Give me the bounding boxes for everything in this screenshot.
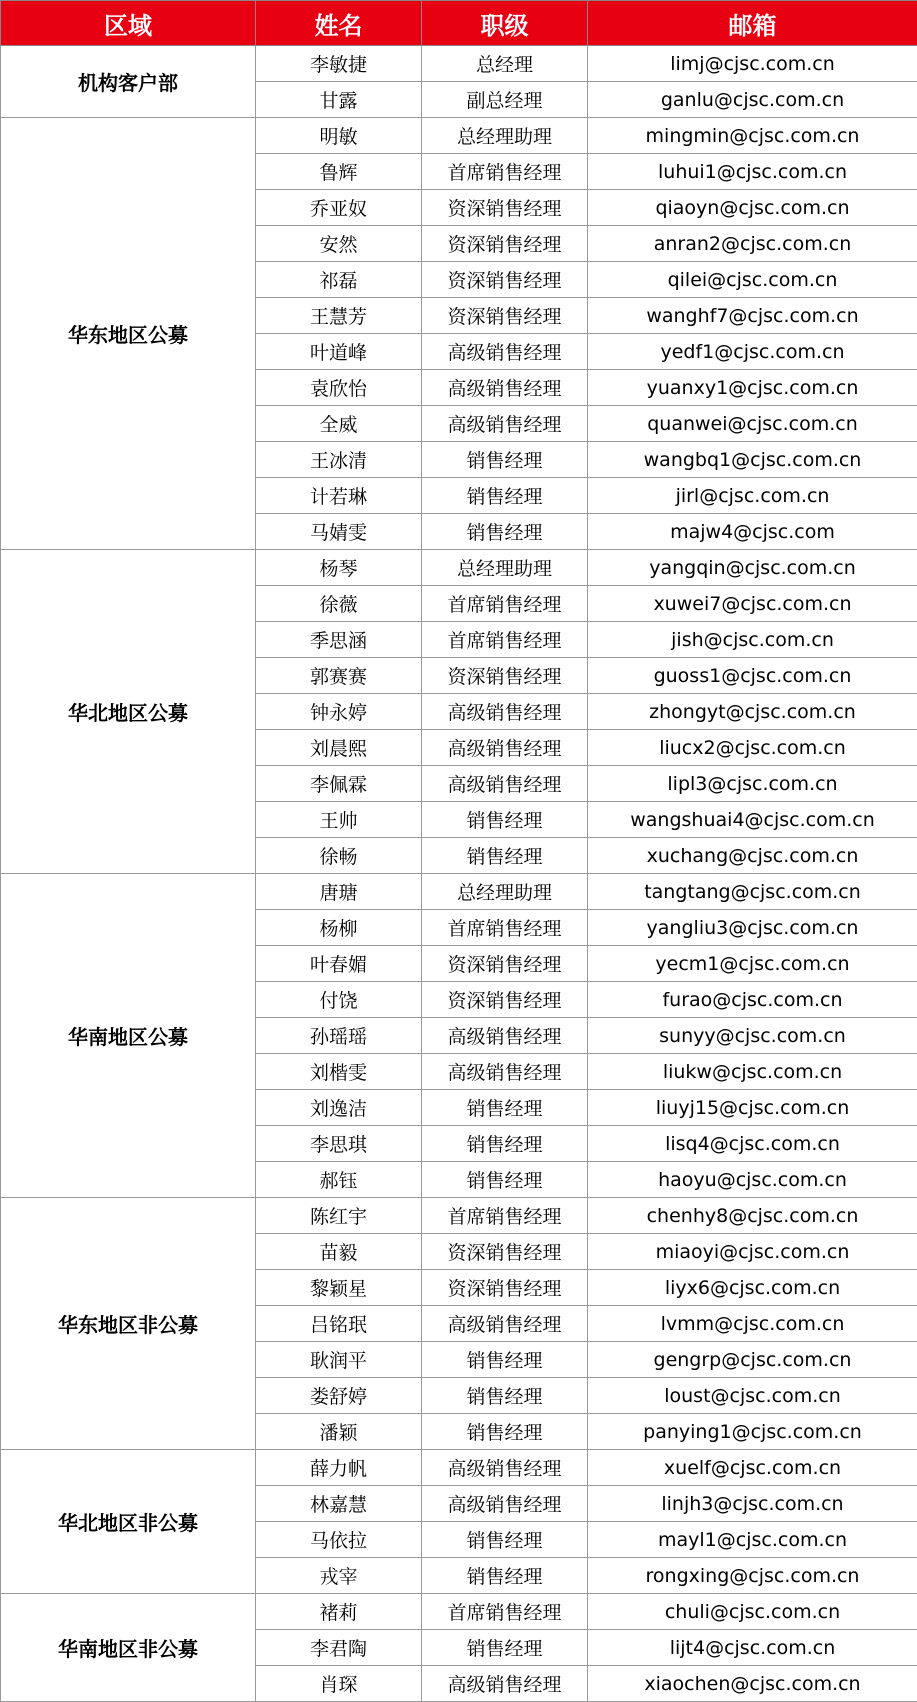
email-cell[interactable]: quanwei@cjsc.com.cn xyxy=(588,406,917,442)
email-cell[interactable]: zhongyt@cjsc.com.cn xyxy=(588,694,917,730)
email-cell[interactable]: mayl1@cjsc.com.cn xyxy=(588,1522,917,1558)
email-cell[interactable]: wangbq1@cjsc.com.cn xyxy=(588,442,917,478)
title-cell: 首席销售经理 xyxy=(422,1594,588,1630)
name-cell: 叶道峰 xyxy=(256,334,422,370)
table-row xyxy=(1,1198,917,1234)
email-cell[interactable]: haoyu@cjsc.com.cn xyxy=(588,1162,917,1198)
email-cell[interactable]: miaoyi@cjsc.com.cn xyxy=(588,1234,917,1270)
title-cell: 首席销售经理 xyxy=(422,1198,588,1234)
email-cell[interactable]: lvmm@cjsc.com.cn xyxy=(588,1306,917,1342)
title-cell: 销售经理 xyxy=(422,478,588,514)
table-body xyxy=(1,46,917,1702)
region-cell: 华北地区非公募 xyxy=(1,1450,256,1594)
name-cell: 王帅 xyxy=(256,802,422,838)
email-cell[interactable]: sunyy@cjsc.com.cn xyxy=(588,1018,917,1054)
email-cell[interactable]: gengrp@cjsc.com.cn xyxy=(588,1342,917,1378)
name-cell: 李君陶 xyxy=(256,1630,422,1666)
name-cell: 祁磊 xyxy=(256,262,422,298)
email-cell[interactable]: lijt4@cjsc.com.cn xyxy=(588,1630,917,1666)
name-cell: 郭赛赛 xyxy=(256,658,422,694)
title-cell: 销售经理 xyxy=(422,1162,588,1198)
title-cell: 首席销售经理 xyxy=(422,622,588,658)
name-cell: 潘颖 xyxy=(256,1414,422,1450)
region-cell: 机构客户部 xyxy=(1,46,256,118)
name-cell: 叶春媚 xyxy=(256,946,422,982)
name-cell: 肖琛 xyxy=(256,1666,422,1702)
title-cell: 高级销售经理 xyxy=(422,766,588,802)
title-cell: 高级销售经理 xyxy=(422,406,588,442)
name-cell: 戎宰 xyxy=(256,1558,422,1594)
name-cell: 吕铭珉 xyxy=(256,1306,422,1342)
email-cell[interactable]: furao@cjsc.com.cn xyxy=(588,982,917,1018)
title-cell: 销售经理 xyxy=(422,1342,588,1378)
name-cell: 褚莉 xyxy=(256,1594,422,1630)
table-row xyxy=(1,1450,917,1486)
title-cell: 高级销售经理 xyxy=(422,1018,588,1054)
name-cell: 安然 xyxy=(256,226,422,262)
table-row xyxy=(1,874,917,910)
email-cell[interactable]: xuwei7@cjsc.com.cn xyxy=(588,586,917,622)
name-cell: 计若琳 xyxy=(256,478,422,514)
header-name: 姓名 xyxy=(256,1,422,46)
email-cell[interactable]: yecm1@cjsc.com.cn xyxy=(588,946,917,982)
title-cell: 资深销售经理 xyxy=(422,658,588,694)
title-cell: 销售经理 xyxy=(422,514,588,550)
name-cell: 薛力帆 xyxy=(256,1450,422,1486)
email-cell[interactable]: wangshuai4@cjsc.com.cn xyxy=(588,802,917,838)
name-cell: 王冰清 xyxy=(256,442,422,478)
name-cell: 明敏 xyxy=(256,118,422,154)
name-cell: 李佩霖 xyxy=(256,766,422,802)
email-cell[interactable]: liuyj15@cjsc.com.cn xyxy=(588,1090,917,1126)
email-cell[interactable]: loust@cjsc.com.cn xyxy=(588,1378,917,1414)
name-cell: 钟永婷 xyxy=(256,694,422,730)
region-cell: 华东地区非公募 xyxy=(1,1198,256,1450)
name-cell: 苗毅 xyxy=(256,1234,422,1270)
title-cell: 副总经理 xyxy=(422,82,588,118)
name-cell: 全威 xyxy=(256,406,422,442)
name-cell: 刘逸洁 xyxy=(256,1090,422,1126)
email-cell[interactable]: mingmin@cjsc.com.cn xyxy=(588,118,917,154)
title-cell: 高级销售经理 xyxy=(422,1306,588,1342)
name-cell: 孙瑶瑶 xyxy=(256,1018,422,1054)
name-cell: 刘楷雯 xyxy=(256,1054,422,1090)
title-cell: 销售经理 xyxy=(422,1414,588,1450)
table-row xyxy=(1,46,917,82)
email-cell[interactable]: xuelf@cjsc.com.cn xyxy=(588,1450,917,1486)
title-cell: 高级销售经理 xyxy=(422,1486,588,1522)
title-cell: 资深销售经理 xyxy=(422,946,588,982)
email-cell[interactable]: luhui1@cjsc.com.cn xyxy=(588,154,917,190)
email-cell[interactable]: jish@cjsc.com.cn xyxy=(588,622,917,658)
email-cell[interactable]: linjh3@cjsc.com.cn xyxy=(588,1486,917,1522)
email-cell[interactable]: yuanxy1@cjsc.com.cn xyxy=(588,370,917,406)
name-cell: 袁欣怡 xyxy=(256,370,422,406)
email-cell[interactable]: yangqin@cjsc.com.cn xyxy=(588,550,917,586)
name-cell: 鲁辉 xyxy=(256,154,422,190)
name-cell: 徐薇 xyxy=(256,586,422,622)
name-cell: 杨琴 xyxy=(256,550,422,586)
email-cell[interactable]: liucx2@cjsc.com.cn xyxy=(588,730,917,766)
header-region: 区域 xyxy=(1,1,256,46)
table-row xyxy=(1,1594,917,1630)
email-cell[interactable]: yedf1@cjsc.com.cn xyxy=(588,334,917,370)
table-row xyxy=(1,118,917,154)
email-cell[interactable]: xiaochen@cjsc.com.cn xyxy=(588,1666,917,1702)
title-cell: 高级销售经理 xyxy=(422,370,588,406)
name-cell: 李敏捷 xyxy=(256,46,422,82)
name-cell: 刘晨熙 xyxy=(256,730,422,766)
title-cell: 销售经理 xyxy=(422,1126,588,1162)
name-cell: 黎颖星 xyxy=(256,1270,422,1306)
name-cell: 季思涵 xyxy=(256,622,422,658)
name-cell: 付饶 xyxy=(256,982,422,1018)
title-cell: 销售经理 xyxy=(422,1558,588,1594)
region-cell: 华南地区非公募 xyxy=(1,1594,256,1702)
title-cell: 高级销售经理 xyxy=(422,1054,588,1090)
email-cell[interactable]: jirl@cjsc.com.cn xyxy=(588,478,917,514)
header-title: 职级 xyxy=(422,1,588,46)
name-cell: 耿润平 xyxy=(256,1342,422,1378)
title-cell: 高级销售经理 xyxy=(422,1666,588,1702)
email-cell[interactable]: anran2@cjsc.com.cn xyxy=(588,226,917,262)
email-cell[interactable]: ganlu@cjsc.com.cn xyxy=(588,82,917,118)
title-cell: 销售经理 xyxy=(422,1090,588,1126)
name-cell: 李思琪 xyxy=(256,1126,422,1162)
email-cell[interactable]: tangtang@cjsc.com.cn xyxy=(588,874,917,910)
name-cell: 马婧雯 xyxy=(256,514,422,550)
name-cell: 林嘉慧 xyxy=(256,1486,422,1522)
title-cell: 高级销售经理 xyxy=(422,694,588,730)
region-cell: 华南地区公募 xyxy=(1,874,256,1198)
email-cell[interactable]: lisq4@cjsc.com.cn xyxy=(588,1126,917,1162)
name-cell: 陈红宇 xyxy=(256,1198,422,1234)
title-cell: 资深销售经理 xyxy=(422,982,588,1018)
email-cell[interactable]: chenhy8@cjsc.com.cn xyxy=(588,1198,917,1234)
title-cell: 资深销售经理 xyxy=(422,1270,588,1306)
title-cell: 总经理助理 xyxy=(422,118,588,154)
title-cell: 销售经理 xyxy=(422,1378,588,1414)
table-row xyxy=(1,550,917,586)
header-row xyxy=(1,1,917,46)
email-cell[interactable]: lipl3@cjsc.com.cn xyxy=(588,766,917,802)
title-cell: 销售经理 xyxy=(422,838,588,874)
name-cell: 徐畅 xyxy=(256,838,422,874)
title-cell: 首席销售经理 xyxy=(422,154,588,190)
title-cell: 高级销售经理 xyxy=(422,730,588,766)
email-cell[interactable]: majw4@cjsc.com xyxy=(588,514,917,550)
name-cell: 王慧芳 xyxy=(256,298,422,334)
title-cell: 销售经理 xyxy=(422,802,588,838)
title-cell: 总经理助理 xyxy=(422,550,588,586)
name-cell: 郝钰 xyxy=(256,1162,422,1198)
title-cell: 高级销售经理 xyxy=(422,334,588,370)
title-cell: 销售经理 xyxy=(422,442,588,478)
email-cell[interactable]: xuchang@cjsc.com.cn xyxy=(588,838,917,874)
email-cell[interactable]: panying1@cjsc.com.cn xyxy=(588,1414,917,1450)
name-cell: 马依拉 xyxy=(256,1522,422,1558)
name-cell: 杨柳 xyxy=(256,910,422,946)
title-cell: 首席销售经理 xyxy=(422,910,588,946)
name-cell: 乔亚奴 xyxy=(256,190,422,226)
title-cell: 资深销售经理 xyxy=(422,226,588,262)
email-cell[interactable]: liukw@cjsc.com.cn xyxy=(588,1054,917,1090)
title-cell: 资深销售经理 xyxy=(422,190,588,226)
header-email: 邮箱 xyxy=(588,1,917,46)
email-cell[interactable]: qiaoyn@cjsc.com.cn xyxy=(588,190,917,226)
email-cell[interactable]: yangliu3@cjsc.com.cn xyxy=(588,910,917,946)
email-cell[interactable]: qilei@cjsc.com.cn xyxy=(588,262,917,298)
email-cell[interactable]: chuli@cjsc.com.cn xyxy=(588,1594,917,1630)
title-cell: 总经理 xyxy=(422,46,588,82)
title-cell: 销售经理 xyxy=(422,1522,588,1558)
email-cell[interactable]: guoss1@cjsc.com.cn xyxy=(588,658,917,694)
email-cell[interactable]: rongxing@cjsc.com.cn xyxy=(588,1558,917,1594)
title-cell: 销售经理 xyxy=(422,1630,588,1666)
title-cell: 资深销售经理 xyxy=(422,298,588,334)
name-cell: 甘露 xyxy=(256,82,422,118)
title-cell: 资深销售经理 xyxy=(422,1234,588,1270)
title-cell: 资深销售经理 xyxy=(422,262,588,298)
title-cell: 首席销售经理 xyxy=(422,586,588,622)
region-cell: 华北地区公募 xyxy=(1,550,256,874)
title-cell: 总经理助理 xyxy=(422,874,588,910)
email-cell[interactable]: limj@cjsc.com.cn xyxy=(588,46,917,82)
name-cell: 娄舒婷 xyxy=(256,1378,422,1414)
title-cell: 高级销售经理 xyxy=(422,1450,588,1486)
email-cell[interactable]: wanghf7@cjsc.com.cn xyxy=(588,298,917,334)
region-cell: 华东地区公募 xyxy=(1,118,256,550)
name-cell: 唐瑭 xyxy=(256,874,422,910)
email-cell[interactable]: liyx6@cjsc.com.cn xyxy=(588,1270,917,1306)
